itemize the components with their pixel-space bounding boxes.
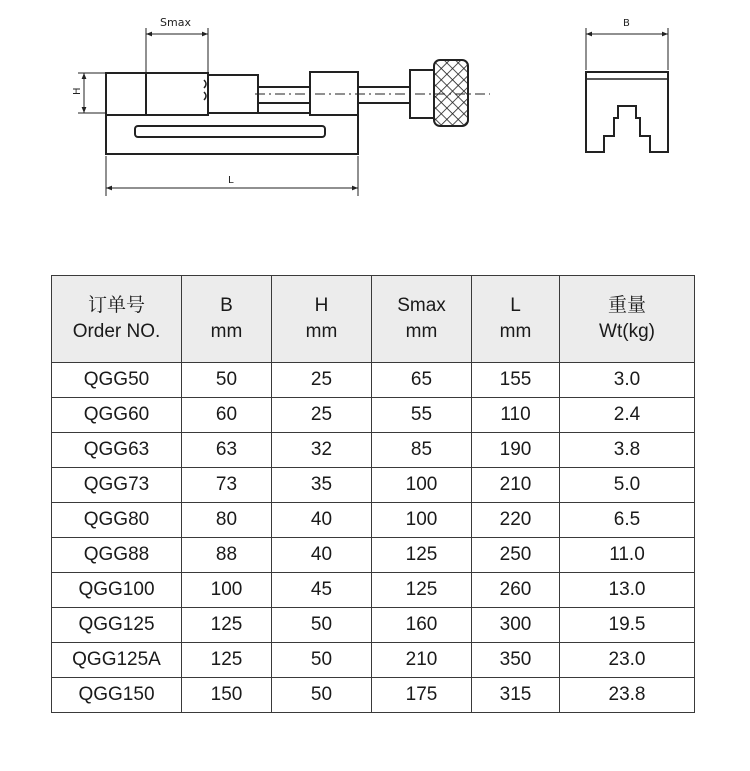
table-row [52, 538, 695, 573]
cell-b: 73 [182, 468, 272, 503]
cell-smax: 55 [372, 398, 472, 433]
cell-l: 110 [472, 398, 560, 433]
cell-b: 88 [182, 538, 272, 573]
table-row [52, 503, 695, 538]
header-b [182, 276, 272, 363]
vise-end-view [586, 72, 668, 152]
cell-l: 315 [472, 678, 560, 713]
knurled-knob [434, 60, 468, 126]
header-order-no-en: Order NO. [72, 321, 161, 342]
cell-h: 25 [272, 363, 372, 398]
cell-weight: 11.0 [560, 538, 695, 573]
header-smax-unit: mm [405, 321, 438, 342]
cell-smax: 65 [372, 363, 472, 398]
cell-l: 260 [472, 573, 560, 608]
cell-l: 190 [472, 433, 560, 468]
cell-l: 155 [472, 363, 560, 398]
header-order-no [52, 276, 182, 363]
cell-b: 150 [182, 678, 272, 713]
movable-jaw [146, 73, 208, 115]
cell-order-no: QGG60 [52, 398, 182, 433]
header-h-label: H [314, 295, 329, 316]
cell-b: 80 [182, 503, 272, 538]
header-l-label: L [510, 295, 521, 316]
cell-h: 50 [272, 678, 372, 713]
cell-l: 220 [472, 503, 560, 538]
cell-h: 32 [272, 433, 372, 468]
table-row [52, 678, 695, 713]
cell-weight: 6.5 [560, 503, 695, 538]
header-smax [372, 276, 472, 363]
dimension-b [586, 28, 668, 70]
cell-h: 50 [272, 608, 372, 643]
cell-b: 60 [182, 398, 272, 433]
header-b-label: B [220, 295, 233, 316]
cell-order-no: QGG125A [52, 643, 182, 678]
label-b: B [623, 18, 630, 29]
guide-rail [208, 75, 258, 113]
table-row [52, 468, 695, 503]
header-h [272, 276, 372, 363]
technical-drawing [0, 0, 750, 230]
table-row [52, 608, 695, 643]
cell-weight: 23.0 [560, 643, 695, 678]
header-l [472, 276, 560, 363]
table-row [52, 398, 695, 433]
cell-smax: 125 [372, 538, 472, 573]
cell-b: 50 [182, 363, 272, 398]
base-slot [135, 126, 325, 137]
table-row [52, 363, 695, 398]
header-weight-en: Wt(kg) [599, 321, 655, 342]
cell-h: 45 [272, 573, 372, 608]
cell-smax: 175 [372, 678, 472, 713]
cell-b: 63 [182, 433, 272, 468]
cell-b: 125 [182, 643, 272, 678]
cell-smax: 210 [372, 643, 472, 678]
header-weight [560, 276, 695, 363]
cell-weight: 3.8 [560, 433, 695, 468]
cell-order-no: QGG88 [52, 538, 182, 573]
dimension-smax [146, 28, 208, 72]
cell-h: 40 [272, 538, 372, 573]
cell-smax: 160 [372, 608, 472, 643]
cell-h: 25 [272, 398, 372, 433]
header-weight-cn: 重量 [607, 295, 646, 316]
cell-b: 125 [182, 608, 272, 643]
label-h: H [72, 87, 83, 95]
cell-order-no: QGG150 [52, 678, 182, 713]
label-smax: Smax [160, 16, 191, 29]
cell-order-no: QGG73 [52, 468, 182, 503]
cell-l: 210 [472, 468, 560, 503]
cell-weight: 19.5 [560, 608, 695, 643]
cell-weight: 2.4 [560, 398, 695, 433]
cell-weight: 5.0 [560, 468, 695, 503]
cell-order-no: QGG63 [52, 433, 182, 468]
cell-weight: 3.0 [560, 363, 695, 398]
specification-table [51, 275, 695, 713]
cell-b: 100 [182, 573, 272, 608]
cell-smax: 125 [372, 573, 472, 608]
cell-order-no: QGG50 [52, 363, 182, 398]
cell-l: 350 [472, 643, 560, 678]
cell-order-no: QGG125 [52, 608, 182, 643]
header-b-unit: mm [210, 321, 243, 342]
cell-h: 50 [272, 643, 372, 678]
header-h-unit: mm [305, 321, 338, 342]
cell-l: 300 [472, 608, 560, 643]
label-l: L [228, 175, 234, 186]
table-row [52, 643, 695, 678]
cell-smax: 100 [372, 503, 472, 538]
cell-smax: 85 [372, 433, 472, 468]
cell-order-no: QGG100 [52, 573, 182, 608]
table-header [52, 276, 695, 363]
table-row [52, 433, 695, 468]
cell-order-no: QGG80 [52, 503, 182, 538]
cell-weight: 13.0 [560, 573, 695, 608]
cell-smax: 100 [372, 468, 472, 503]
header-order-no-cn: 订单号 [87, 295, 145, 316]
cell-h: 40 [272, 503, 372, 538]
vise-side-view [106, 60, 468, 154]
table-body [52, 363, 695, 713]
cell-weight: 23.8 [560, 678, 695, 713]
table-row [52, 573, 695, 608]
header-smax-label: Smax [397, 295, 446, 316]
cell-h: 35 [272, 468, 372, 503]
header-l-unit: mm [499, 321, 532, 342]
fixed-jaw [106, 73, 146, 115]
cell-l: 250 [472, 538, 560, 573]
end-view-outline [586, 72, 668, 152]
